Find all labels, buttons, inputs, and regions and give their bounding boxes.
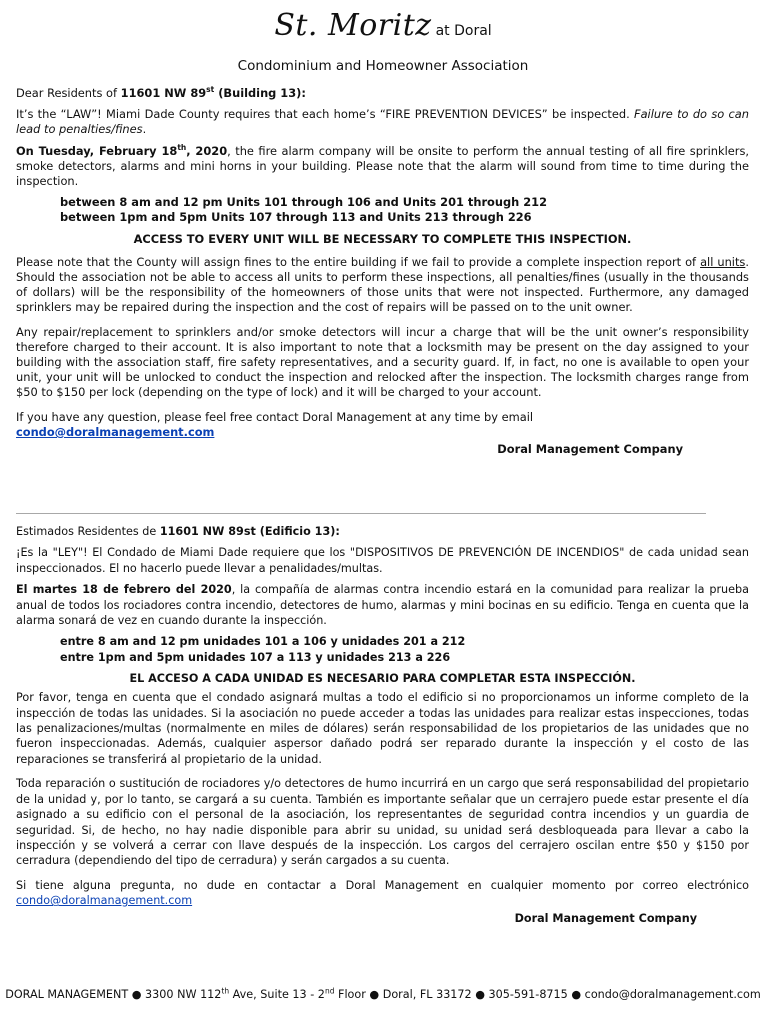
spanish-law-paragraph: ¡Es la "LEY"! El Condado de Miami Dade requiere que los "DISPOSITIVOS DE PREVENCIÓN DE INCENDIOS" de cada unidad sean inspeccionados. El no hacerlo puede llevar a penalidades/multas. [16, 546, 749, 575]
english-schedule-afternoon: between 1pm and 5pm Units 107 through 113 and Units 213 through 226 [60, 210, 532, 225]
spanish-signature: Doral Management Company [514, 911, 697, 925]
english-section [16, 86, 749, 457]
brand-suffix: at Doral [435, 23, 492, 39]
spanish-access-notice: EL ACCESO A CADA UNIDAD ES NECESARIO PARA COMPLETAR ESTA INSPECCIÓN. [129, 671, 636, 685]
english-schedule [60, 195, 749, 225]
spanish-address: 11601 NW 89st (Edificio 13): [159, 525, 340, 538]
spanish-repair-paragraph: Toda reparación o sustitución de rociadores y/o detectores de humo incurrirá en un cargo que será responsabilidad del propietario de la unidad y, por lo tanto, se cargará a su cuenta. También es importante señalar que un cerrajero puede estar presente el día asignado a su edificio con el personal de la asociación, los representantes de seguridad contra incendios y un guardia de seguridad. Si, de hecho, no hay nadie disponible para abrir su unidad, su unidad será desbloqueada para llevar a cabo la inspección y se volverá a cerrar con llave después de la inspección. Los cargos del cerrajero oscilan entre $50 y $150 por cerradura (dependiendo del tipo de cerradura) y serán cargados a su cuenta. [16, 777, 749, 868]
english-address: 11601 NW 89st (Building 13): [120, 85, 306, 100]
section-divider [16, 513, 706, 514]
english-date-paragraph: On Tuesday, February 18th, 2020, the fire alarm company will be onsite to perform the annual testing of all fire sprinklers, smoke detectors, alarms and mini horns in your building. Please note that the alarm will sound from time to time during the inspection. [16, 142, 749, 189]
spanish-section [16, 524, 749, 926]
brand-logo-text: St. Moritz [274, 8, 432, 43]
english-greeting: Dear Residents of 11601 NW 89st (Building 13): [16, 85, 306, 100]
english-contact-paragraph: If you have any question, please feel free contact Doral Management at any time by email condo@doralmanagement.com [16, 409, 534, 439]
english-schedule-morning: between 8 am and 12 pm Units 101 through 106 and Units 201 through 212 [60, 195, 547, 210]
english-access-notice: ACCESS TO EVERY UNIT WILL BE NECESSARY TO COMPLETE THIS INSPECTION. [133, 231, 632, 246]
spanish-email-link[interactable]: condo@doralmanagement.com [16, 894, 193, 908]
english-signature: Doral Management Company [497, 442, 683, 457]
spanish-schedule [60, 634, 749, 664]
page-footer: DORAL MANAGEMENT ● 3300 NW 112th Ave, Suite 13 - 2nd Floor ● Doral, FL 33172 ● 305-591-8715 ● condo@doralmanagement.com [5, 986, 761, 1001]
spanish-greeting: Estimados Residentes de 11601 NW 89st (Edificio 13): [16, 525, 340, 538]
english-email-link[interactable]: condo@doralmanagement.com [16, 424, 215, 439]
spanish-schedule-afternoon: entre 1pm and 5pm unidades 107 a 113 y unidades 213 a 226 [60, 650, 451, 664]
association-subtitle: Condominium and Homeowner Association [237, 58, 529, 74]
spanish-contact-paragraph: Si tiene alguna pregunta, no dude en contactar a Doral Management en cualquier momento por correo electrónico condo@doralmanagement.com [16, 878, 749, 908]
english-law-paragraph: It’s the “LAW”! Miami Dade County requires that each home’s “FIRE PREVENTION DEVICES” be inspected. Failure to do so can lead to penalties/fines. [16, 107, 750, 137]
spanish-fines-paragraph: Por favor, tenga en cuenta que el condado asignará multas a todo el edificio si no proporcionamos un informe completo de la inspección de todas las unidades. Si la asociación no puede acceder a todas las unidades para realizar estas inspecciones, todas las penalizaciones/multas (normalmente en miles de dólares) serán responsabilidad de los propietarios de las unidades que no fueron inspeccionadas. Además, cualquier aspersor dañado podrá ser reparado durante la inspección y el costo de las reparaciones se transferirá al propietario de la unidad. [16, 691, 749, 766]
spanish-date-paragraph: El martes 18 de febrero del 2020, la compañía de alarmas contra incendio estará en la comunidad para realizar la prueba anual de todos los rociadores contra incendio, detectores de humo, alarmas y mini bocinas en su edificio. Tenga en cuenta que la alarma sonará de vez en cuando durante la inspección. [16, 583, 749, 628]
english-repair-paragraph: Any repair/replacement to sprinklers and/or smoke detectors will incur a charge that will be the unit owner’s responsibility therefore charged to their account. It is also important to note that a locksmith may be present on the day assigned to your building with the association staff, fire safety representatives, and a security guard. If, in fact, no one is available to open your unit, your unit will be unlocked to conduct the inspection and relocked after the inspection. The locksmith charges range from $50 to $150 per lock (depending on the type of lock) and it will be charged to your account. [16, 324, 749, 400]
spanish-schedule-morning: entre 8 am and 12 pm unidades 101 a 106 y unidades 201 a 212 [60, 635, 466, 649]
english-fines-paragraph: Please note that the County will assign fines to the entire building if we fail to provide a complete inspection report of all units. Should the association not be able to access all units to perform these inspections, all penalties/fines (usually in the thousands of dollars) will be the responsibility of the homeowners of those units that were not inspected. Furthermore, any damaged sprinklers may be repaired during the inspection and the cost of repairs will be passed on to the unit owner. [16, 254, 749, 315]
letterhead-title [0, 8, 766, 43]
